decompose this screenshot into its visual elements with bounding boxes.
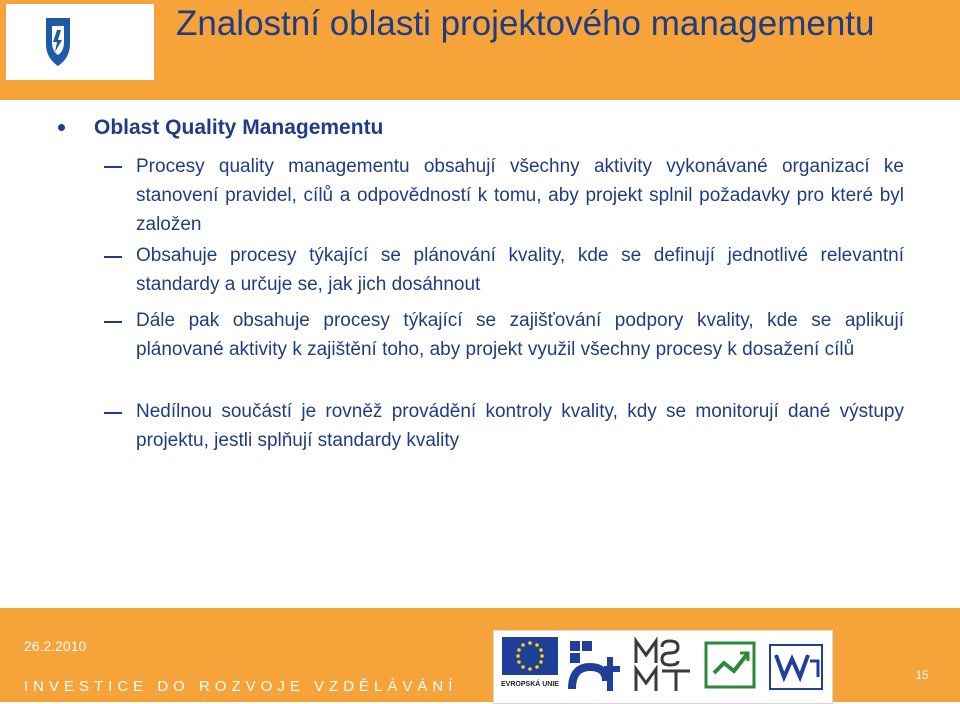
esf-logo-icon [566, 637, 626, 695]
oppa-logo-icon [700, 637, 760, 693]
bullet-dot-icon [58, 124, 65, 131]
op-logo-icon [766, 641, 826, 693]
sub-bullet-3: Dále pak obsahuje procesy týkající se zajišťování podpory kvality, kde se aplikují plánované aktivity k zajištění toho, aby projekt využil všechny procesy k dosažení cílů [136, 310, 904, 360]
section-heading: Oblast Quality Managementu [94, 116, 384, 139]
dash-icon [104, 256, 122, 258]
sub-bullet-2: Obsahuje procesy týkající se plánování kvality, kde se definují jednotlivé relevantní standardy a určuje se, jak jich dosáhnout [136, 245, 904, 295]
page-number: 15 [915, 668, 929, 682]
dash-icon [104, 412, 122, 414]
sub-bullet-4: Nedílnou součástí je rovněž provádění kontroly kvality, kdy se monitorují dané výstupy projektu, jestli splňují standardy kvality [136, 401, 904, 451]
slide-header [0, 0, 960, 100]
eu-flag-icon [500, 635, 560, 695]
sponsor-logos [493, 630, 833, 704]
footer-slogan: INVESTICE DO ROZVOJE VZDĚLÁVÁNÍ [24, 678, 458, 695]
logo-box [6, 4, 154, 80]
dash-icon [104, 321, 122, 323]
slide-title: Znalostní oblasti projektového managementu [176, 4, 875, 43]
sub-bullet-1: Procesy quality managementu obsahují všechny aktivity vykonávané organizací ke stanovení pravidel, cílů a odpovědností k tomu, aby projekt splnil požadavky pro které byl založen [136, 156, 904, 235]
footer-date: 26.2.2010 [24, 638, 87, 654]
eu-label: EVROPSKÁ UNIE [501, 681, 559, 688]
msmt-logo-icon [632, 635, 696, 695]
dash-icon [104, 166, 122, 168]
shield-logo-icon [24, 10, 134, 74]
slide-footer [0, 608, 960, 702]
